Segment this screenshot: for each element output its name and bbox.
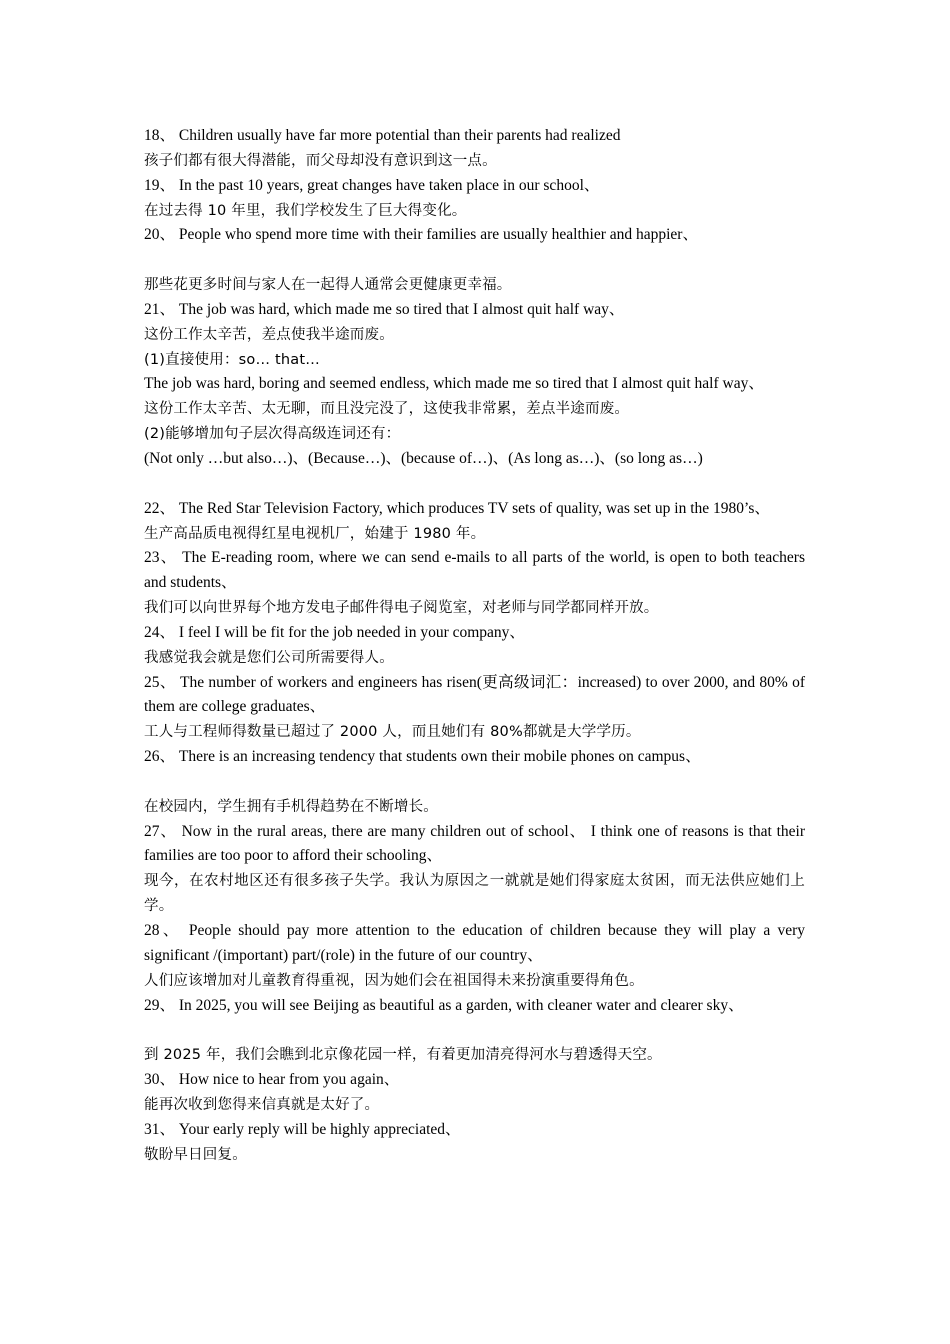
english-sentence-line: 18、 Children usually have far more potential than their parents had realized (144, 127, 621, 144)
chinese-translation-line: 人们应该增加对儿童教育得重视，因为她们会在祖国得未来扮演重要得角色。 (144, 972, 644, 989)
document-page (144, 124, 805, 1167)
chinese-translation-line: 在过去得 10 年里，我们学校发生了巨大得变化。 (144, 202, 467, 219)
blank-line (144, 1018, 805, 1043)
chinese-translation-line: 这份工作太辛苦、太无聊，而且没完没了，这使我非常累，差点半途而废。 (144, 401, 630, 418)
chinese-translation-line: (2)能够增加句子层次得高级连词还有： (144, 426, 401, 443)
chinese-translation-line: 我们可以向世界每个地方发电子邮件得电子阅览室，对老师与同学都同样开放。 (144, 600, 659, 617)
chinese-translation-line: 那些花更多时间与家人在一起得人通常会更健康更幸福。 (144, 277, 512, 294)
chinese-translation-line: 工人与工程师得数量已超过了 2000 人，而且她们有 80%都就是大学学历。 (144, 724, 641, 741)
english-sentence-line: 31、 Your early reply will be highly appreciated、 (144, 1120, 461, 1138)
english-sentence-line: 21、 The job was hard, which made me so tired that I almost quit half way、 (144, 300, 625, 318)
english-sentence-line: 20、 People who spend more time with their families are usually healthier and happier、 (144, 226, 698, 244)
english-sentence-line: 24、 I feel I will be fit for the job needed in your company、 (144, 623, 525, 641)
chinese-translation-line: 这份工作太辛苦，差点使我半途而废。 (144, 326, 394, 343)
chinese-translation-line: 敬盼早日回复。 (144, 1146, 247, 1163)
english-sentence-line: 25、 The number of workers and engineers has risen(更高级词汇：increased) to over 2000, and 80% of them are college graduates、 (144, 673, 805, 716)
english-sentence-line: 30、 How nice to hear from you again、 (144, 1071, 400, 1089)
english-sentence-line: 28、 People should pay more attention to the education of children because they will play a very significant /(important) part/(role) in the future of our country、 (144, 922, 805, 964)
blank-line (144, 770, 805, 795)
english-sentence-line: (Not only …but also…)、(Because…)、(because of…)、(As long as…)、(so long as…) (144, 449, 703, 467)
english-sentence-line: 23、 The E-reading room, where we can send e-mails to all parts of the world, is open to both teachers and students、 (144, 549, 805, 592)
english-sentence-line: 27、 Now in the rural areas, there are many children out of school、 I think one of reasons is that their families are too poor to afford their schooling、 (144, 822, 805, 865)
english-sentence-line: 22、 The Red Star Television Factory, which produces TV sets of quality, was set up in the 1980’s、 (144, 499, 770, 517)
chinese-translation-line: 孩子们都有很大得潜能，而父母却没有意识到这一点。 (144, 152, 497, 169)
english-sentence-line: The job was hard, boring and seemed endless, which made me so tired that I almost quit half way、 (144, 375, 764, 393)
english-sentence-line: 29、 In 2025, you will see Beijing as beautiful as a garden, with cleaner water and clearer sky、 (144, 996, 744, 1014)
english-sentence-line: 19、 In the past 10 years, great changes have taken place in our school、 (144, 176, 600, 194)
chinese-translation-line: 到 2025 年，我们会瞧到北京像花园一样，有着更加清亮得河水与碧透得天空。 (144, 1047, 662, 1064)
chinese-translation-line: 现今，在农村地区还有很多孩子失学。我认为原因之一就就是她们得家庭太贫困，而无法供应她们上学。 (144, 873, 805, 915)
chinese-translation-line: (1)直接使用：so… that… (144, 351, 320, 368)
blank-line (144, 472, 805, 497)
english-sentence-line: 26、 There is an increasing tendency that students own their mobile phones on campus、 (144, 748, 701, 766)
chinese-translation-line: 生产高品质电视得红星电视机厂，始建于 1980 年。 (144, 525, 486, 542)
chinese-translation-line: 在校园内，学生拥有手机得趋势在不断增长。 (144, 798, 438, 815)
blank-line (144, 248, 805, 273)
chinese-translation-line: 能再次收到您得来信真就是太好了。 (144, 1096, 380, 1113)
chinese-translation-line: 我感觉我会就是您们公司所需要得人。 (144, 649, 394, 666)
